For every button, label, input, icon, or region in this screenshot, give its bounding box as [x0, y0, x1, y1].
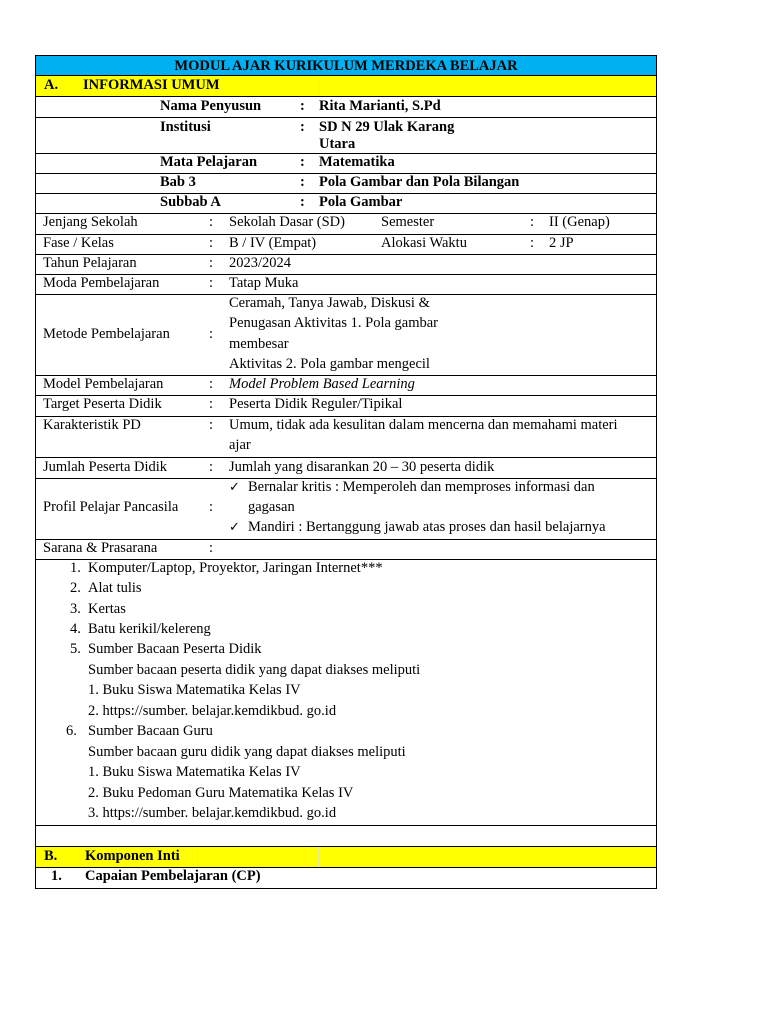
info-colon: :	[209, 326, 214, 342]
identity-row-mapel	[36, 154, 656, 174]
info-row-target	[36, 396, 656, 417]
section-a-letter: A.	[44, 77, 59, 93]
identity-sep: :	[300, 194, 305, 210]
identity-value: Pola Gambar dan Pola Bilangan	[319, 174, 520, 190]
info-value-line: membesar	[229, 336, 289, 352]
list-item: Kertas	[88, 601, 126, 617]
list-item-num: 5.	[70, 641, 81, 657]
info-value-2: II (Genap)	[549, 214, 610, 230]
list-item: 1. Buku Siswa Matematika Kelas IV	[88, 764, 301, 780]
info-colon: :	[209, 540, 214, 556]
identity-row-penyusun	[36, 97, 656, 118]
section-a-header	[36, 76, 656, 97]
info-value: 2023/2024	[229, 255, 292, 271]
identity-row-subbab	[36, 194, 656, 214]
info-row-metode	[36, 295, 656, 376]
section-b-letter: B.	[44, 848, 58, 864]
info-value-2: 2 JP	[549, 235, 574, 251]
identity-row-bab	[36, 174, 656, 194]
info-colon: :	[209, 214, 214, 230]
identity-value-line2: Utara	[319, 136, 356, 152]
info-label: Metode Pembelajaran	[43, 326, 170, 342]
identity-label: Bab 3	[160, 174, 196, 190]
info-colon: :	[209, 235, 214, 251]
list-item: Sumber Bacaan Peserta Didik	[88, 641, 262, 657]
info-row-jumlah	[36, 458, 656, 479]
identity-value: Pola Gambar	[319, 194, 403, 210]
cp-row	[36, 868, 656, 888]
profil-item-line: Mandiri : Bertanggung jawab atas proses dan hasil belajarnya	[248, 519, 606, 535]
list-item-num: 4.	[70, 621, 81, 637]
identity-sep: :	[300, 174, 305, 190]
info-label: Fase / Kelas	[43, 235, 114, 251]
identity-label: Nama Penyusun	[160, 98, 262, 114]
list-item: 1. Buku Siswa Matematika Kelas IV	[88, 682, 301, 698]
info-row-sarana	[36, 540, 656, 560]
info-row-fase	[36, 235, 656, 255]
info-label: Karakteristik PD	[43, 417, 141, 433]
info-label: Profil Pelajar Pancasila	[43, 499, 179, 515]
info-value: Tatap Muka	[229, 275, 299, 291]
info-label-2: Semester	[381, 214, 435, 230]
info-label-2: Alokasi Waktu	[381, 235, 467, 251]
identity-label: Mata Pelajaran	[160, 154, 258, 170]
info-value-line: Aktivitas 2. Pola gambar mengecil	[229, 356, 430, 372]
info-row-profil	[36, 479, 656, 540]
list-item-num: 6.	[66, 723, 77, 739]
sarana-list	[36, 560, 656, 826]
section-b-title: Komponen Inti	[85, 848, 180, 864]
identity-value: Matematika	[319, 154, 395, 170]
list-item-num: 1.	[70, 560, 81, 576]
info-value: B / IV (Empat)	[229, 235, 317, 251]
info-label: Model Pembelajaran	[43, 376, 164, 392]
info-row-moda	[36, 275, 656, 295]
list-item: 2. https://sumber. belajar.kemdikbud. go.id	[88, 703, 337, 719]
list-item-num: 3.	[70, 601, 81, 617]
identity-label: Institusi	[160, 119, 211, 135]
info-value-line: ajar	[229, 437, 251, 453]
list-item: Sumber Bacaan Guru	[88, 723, 213, 739]
info-colon: :	[209, 499, 214, 515]
cp-number: 1.	[51, 868, 62, 884]
list-item: Komputer/Laptop, Proyektor, Jaringan Internet***	[88, 560, 383, 576]
info-label: Jumlah Peserta Didik	[43, 459, 168, 475]
info-value: Jumlah yang disarankan 20 – 30 peserta didik	[229, 459, 495, 475]
section-a-title: INFORMASI UMUM	[83, 77, 220, 93]
identity-sep: :	[300, 154, 305, 170]
list-item: Alat tulis	[88, 580, 142, 596]
list-item: Batu kerikil/kelereng	[88, 621, 211, 637]
check-icon: ✓	[229, 519, 240, 534]
info-colon-2: :	[530, 214, 535, 230]
info-value-line: Penugasan Aktivitas 1. Pola gambar	[229, 315, 439, 331]
section-b-header	[36, 847, 656, 868]
identity-label: Subbab A	[160, 194, 221, 210]
document-title: MODUL AJAR KURIKULUM MERDEKA BELAJAR	[36, 56, 656, 76]
info-label: Sarana & Prasarana	[43, 540, 158, 556]
info-label: Jenjang Sekolah	[43, 214, 138, 230]
info-row-jenjang	[36, 214, 656, 235]
info-colon: :	[209, 459, 214, 475]
info-value-line: Ceramah, Tanya Jawab, Diskusi &	[229, 295, 430, 311]
info-label: Target Peserta Didik	[43, 396, 162, 412]
identity-value: Rita Marianti, S.Pd	[319, 98, 441, 114]
info-row-karakteristik	[36, 417, 656, 458]
info-row-model	[36, 376, 656, 396]
info-value-line: Umum, tidak ada kesulitan dalam mencerna dan memahami materi	[229, 417, 618, 433]
check-icon: ✓	[229, 479, 240, 494]
identity-sep: :	[300, 119, 305, 135]
info-colon: :	[209, 255, 214, 271]
identity-sep: :	[300, 98, 305, 114]
info-row-tahun	[36, 255, 656, 275]
info-label: Tahun Pelajaran	[43, 255, 137, 271]
list-item-num: 2.	[70, 580, 81, 596]
list-item: Sumber bacaan peserta didik yang dapat diakses meliputi	[88, 662, 421, 678]
cp-title: Capaian Pembelajaran (CP)	[85, 868, 261, 884]
profil-item-line: Bernalar kritis : Memperoleh dan memproses informasi dan	[248, 479, 595, 495]
info-colon: :	[209, 376, 214, 392]
info-colon-2: :	[530, 235, 535, 251]
info-colon: :	[209, 396, 214, 412]
info-colon: :	[209, 417, 214, 433]
empty-row	[36, 826, 656, 847]
info-value: Sekolah Dasar (SD)	[229, 214, 345, 230]
info-label: Moda Pembelajaran	[43, 275, 160, 291]
info-colon: :	[209, 275, 214, 291]
identity-value: SD N 29 Ulak Karang	[319, 119, 455, 135]
list-item: 3. https://sumber. belajar.kemdikbud. go.id	[88, 805, 337, 821]
list-item: Sumber bacaan guru didik yang dapat diakses meliputi	[88, 744, 406, 760]
info-value: Peserta Didik Reguler/Tipikal	[229, 396, 403, 412]
info-value: Model Problem Based Learning	[229, 376, 415, 392]
profil-item-line: gagasan	[248, 499, 295, 515]
identity-row-institusi	[36, 118, 656, 154]
list-item: 2. Buku Pedoman Guru Matematika Kelas IV	[88, 785, 354, 801]
modul-ajar-document	[35, 55, 657, 889]
